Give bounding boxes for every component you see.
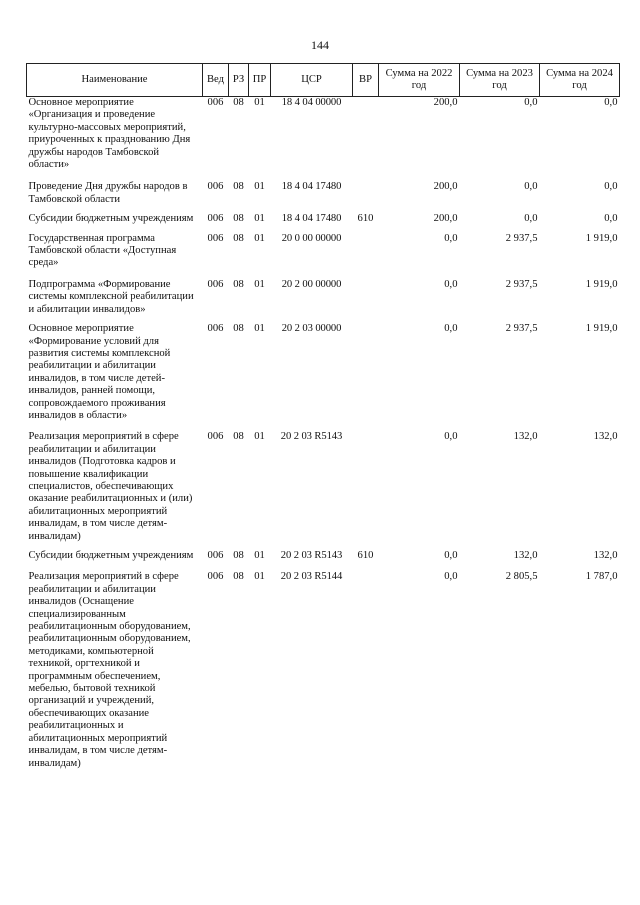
cell-sum2023: 0,0 <box>524 97 538 108</box>
cell-rz: 08 <box>233 431 244 443</box>
page-number: 144 <box>311 38 329 52</box>
header-ved: Вед <box>203 64 229 97</box>
cell-pr: 01 <box>254 181 265 193</box>
cell-csr: 20 2 03 R5143 <box>280 431 343 443</box>
cell-rz: 08 <box>233 278 244 290</box>
cell-vr: 610 <box>357 213 374 225</box>
table-header-row <box>27 64 620 97</box>
cell-name: Государственная программа Тамбовской области «Доступная среда» <box>28 232 177 269</box>
cell-vr <box>353 181 379 213</box>
cell-pr: 01 <box>254 278 265 290</box>
cell-vr <box>353 279 379 323</box>
cell-csr: 20 2 03 00000 <box>281 323 342 335</box>
cell-ved: 006 <box>207 571 224 583</box>
header-name: Наименование <box>27 64 203 97</box>
cell-sum2022: 200,0 <box>433 181 458 193</box>
cell-name: Основное мероприятие «Формирование условий для развития системы комплексной реабилитации и абилитации инвалидов, в том числе детей-инвалидов, ранней помощи, сопровождаемого проживания инвалидов в области» <box>28 323 171 421</box>
cell-pr: 01 <box>254 232 265 244</box>
header-csr: ЦСР <box>271 64 353 97</box>
cell-rz: 08 <box>233 213 244 225</box>
cell-sum2023: 132,0 <box>513 431 538 443</box>
cell-sum2024: 132,0 <box>593 431 618 443</box>
cell-name: Реализация мероприятий в сфере реабилитации и абилитации инвалидов (Оснащение специализированным реабилитационным оборудованием, реабилитационным оборудованием, методиками, компьютерной техникой, оргтехникой и программным обеспечением, мебелью, бытовой техникой организаций и учреждений, обеспечивающих оказание реабилитационных и абилитационных мероприятий инвалидам, в том числе детям-инвалидам) <box>28 571 191 769</box>
cell-ved: 006 <box>207 550 224 561</box>
cell-rz: 08 <box>233 571 244 583</box>
header-sum-2022: Сумма на 2022 год <box>379 64 460 97</box>
table-row <box>27 431 620 550</box>
cell-sum2022: 200,0 <box>433 213 458 225</box>
cell-pr: 01 <box>254 213 265 225</box>
cell-name: Подпрограмма «Формирование системы комплексной реабилитации и абилитации инвалидов» <box>28 278 194 315</box>
cell-sum2022: 0,0 <box>444 550 458 561</box>
cell-vr <box>353 431 379 550</box>
table-row <box>27 571 620 770</box>
cell-ved: 006 <box>207 232 224 244</box>
cell-vr <box>353 571 379 770</box>
cell-rz: 08 <box>233 181 244 193</box>
table-row <box>27 550 620 571</box>
table-row <box>27 181 620 213</box>
cell-pr: 01 <box>254 431 265 443</box>
cell-sum2022: 0,0 <box>444 323 458 335</box>
cell-csr: 18 4 04 17480 <box>281 213 342 225</box>
cell-rz: 08 <box>233 550 244 561</box>
header-sum-2024: Сумма на 2024 год <box>540 64 620 97</box>
cell-pr: 01 <box>254 323 265 335</box>
table-row <box>27 279 620 323</box>
cell-ved: 006 <box>207 181 224 193</box>
cell-sum2023: 0,0 <box>524 213 538 225</box>
cell-sum2024: 1 919,0 <box>585 278 618 290</box>
cell-sum2023: 132,0 <box>513 550 538 561</box>
cell-sum2022: 0,0 <box>444 278 458 290</box>
cell-vr <box>353 233 379 279</box>
table-row <box>27 213 620 232</box>
cell-sum2023: 2 937,5 <box>505 232 538 244</box>
cell-csr: 18 4 04 00000 <box>281 97 342 108</box>
header-sum-2023: Сумма на 2023 год <box>460 64 540 97</box>
cell-sum2023: 0,0 <box>524 181 538 193</box>
cell-name: Реализация мероприятий в сфере реабилитации и абилитации инвалидов (Подготовка кадров и повышение квалификации специалистов, обеспечивающих оказание реабилитационных и (или) абилитационных мероприятий инвалидам, в том числе детям-инвалидам) <box>28 431 193 542</box>
cell-sum2022: 200,0 <box>433 97 458 108</box>
cell-csr: 20 2 00 00000 <box>281 278 342 290</box>
table-row <box>27 233 620 279</box>
cell-rz: 08 <box>233 323 244 335</box>
cell-rz: 08 <box>233 232 244 244</box>
cell-vr <box>353 97 379 182</box>
header-rz: РЗ <box>229 64 249 97</box>
cell-pr: 01 <box>254 571 265 583</box>
cell-name: Проведение Дня дружбы народов в Тамбовской области <box>28 181 188 205</box>
cell-name: Субсидии бюджетным учреждениям <box>28 550 194 561</box>
budget-table <box>26 63 620 770</box>
cell-csr: 20 0 00 00000 <box>281 232 342 244</box>
table-row <box>27 323 620 431</box>
cell-sum2023: 2 937,5 <box>505 323 538 335</box>
cell-sum2024: 132,0 <box>593 550 618 561</box>
cell-ved: 006 <box>207 323 224 335</box>
cell-sum2024: 1 919,0 <box>585 232 618 244</box>
header-vr: ВР <box>353 64 379 97</box>
cell-sum2022: 0,0 <box>444 571 458 583</box>
cell-csr: 20 2 03 R5143 <box>280 550 343 561</box>
cell-sum2023: 2 937,5 <box>505 278 538 290</box>
cell-csr: 18 4 04 17480 <box>281 181 342 193</box>
cell-ved: 006 <box>207 97 224 108</box>
header-pr: ПР <box>249 64 271 97</box>
cell-vr <box>353 323 379 431</box>
cell-sum2024: 0,0 <box>604 213 618 225</box>
cell-sum2024: 1 787,0 <box>585 571 618 583</box>
cell-sum2022: 0,0 <box>444 431 458 443</box>
cell-name: Субсидии бюджетным учреждениям <box>28 213 194 225</box>
cell-sum2024: 0,0 <box>604 97 618 108</box>
cell-sum2024: 0,0 <box>604 181 618 193</box>
cell-pr: 01 <box>254 550 265 561</box>
cell-name: Основное мероприятие «Организация и проведение культурно-массовых мероприятий, приуроченных к празднованию Дня дружбы народов Тамбовской области» <box>28 97 191 171</box>
cell-ved: 006 <box>207 213 224 225</box>
cell-ved: 006 <box>207 278 224 290</box>
table-row <box>27 97 620 182</box>
cell-sum2023: 2 805,5 <box>505 571 538 583</box>
cell-csr: 20 2 03 R5144 <box>280 571 343 583</box>
cell-vr: 610 <box>357 550 374 561</box>
cell-rz: 08 <box>233 97 244 108</box>
cell-sum2024: 1 919,0 <box>585 323 618 335</box>
cell-pr: 01 <box>254 97 265 108</box>
cell-sum2022: 0,0 <box>444 232 458 244</box>
cell-ved: 006 <box>207 431 224 443</box>
